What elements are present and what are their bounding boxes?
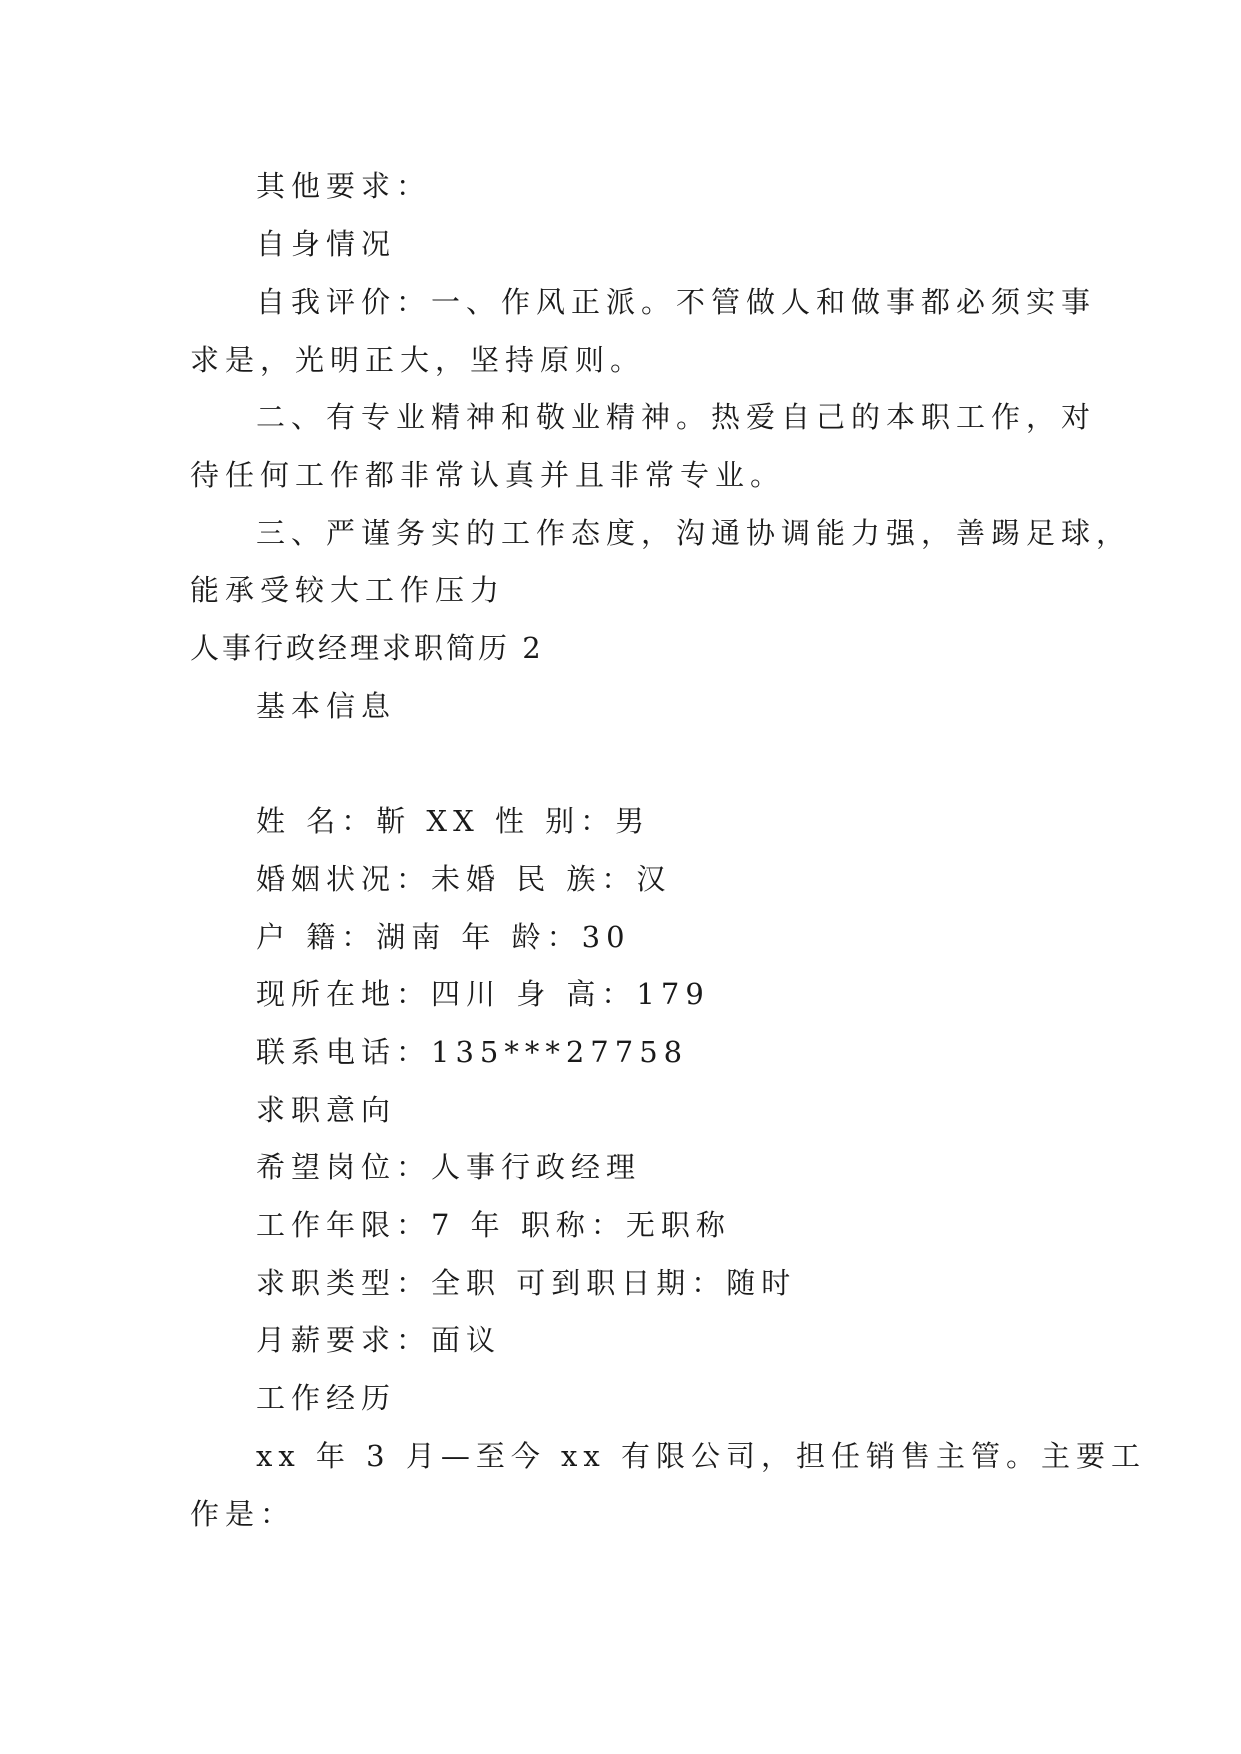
job-type-availability-row: 求职类型：全职 可到职日期：随时: [256, 1266, 797, 1300]
location-height-row: 现所在地：四川 身 高：179: [256, 977, 710, 1011]
self-situation-heading: 自身情况: [256, 227, 397, 261]
hukou-age-row: 户 籍：湖南 年 龄：30: [256, 920, 631, 954]
phone-row: 联系电话：135***27758: [256, 1035, 689, 1069]
basic-info-heading: 基本信息: [256, 689, 397, 723]
work-experience-heading: 工作经历: [256, 1381, 397, 1415]
work-experience-entry: xx 年 3 月—至今 xx 有限公司，担任销售主管。主要工: [256, 1439, 1146, 1473]
professional-spirit-text: 二、有专业精神和敬业精神。热爱自己的本职工作，对: [256, 400, 1097, 434]
job-intention-heading: 求职意向: [256, 1093, 397, 1127]
other-requirements-label: 其他要求：: [256, 169, 432, 203]
marital-ethnicity-row: 婚姻状况：未婚 民 族：汉: [256, 862, 672, 896]
self-evaluation-text: 自我评价：一、作风正派。不管做人和做事都必须实事: [256, 285, 1097, 319]
work-years-title-row: 工作年限：7 年 职称：无职称: [256, 1208, 731, 1242]
salary-requirement-row: 月薪要求：面议: [256, 1323, 502, 1357]
work-attitude-text: 三、严谨务实的工作态度，沟通协调能力强，善踢足球，: [256, 516, 1132, 550]
self-evaluation-text-cont: 求是，光明正大，坚持原则。: [190, 343, 646, 377]
professional-spirit-text-cont: 待任何工作都非常认真并且非常专业。: [190, 458, 786, 492]
name-gender-row: 姓 名：靳 XX 性 别：男: [256, 804, 651, 838]
resume-title: 人事行政经理求职简历 2: [190, 631, 544, 665]
work-experience-entry-cont: 作是：: [190, 1497, 296, 1531]
work-attitude-text-cont: 能承受较大工作压力: [190, 573, 506, 607]
desired-position-row: 希望岗位：人事行政经理: [256, 1150, 642, 1184]
